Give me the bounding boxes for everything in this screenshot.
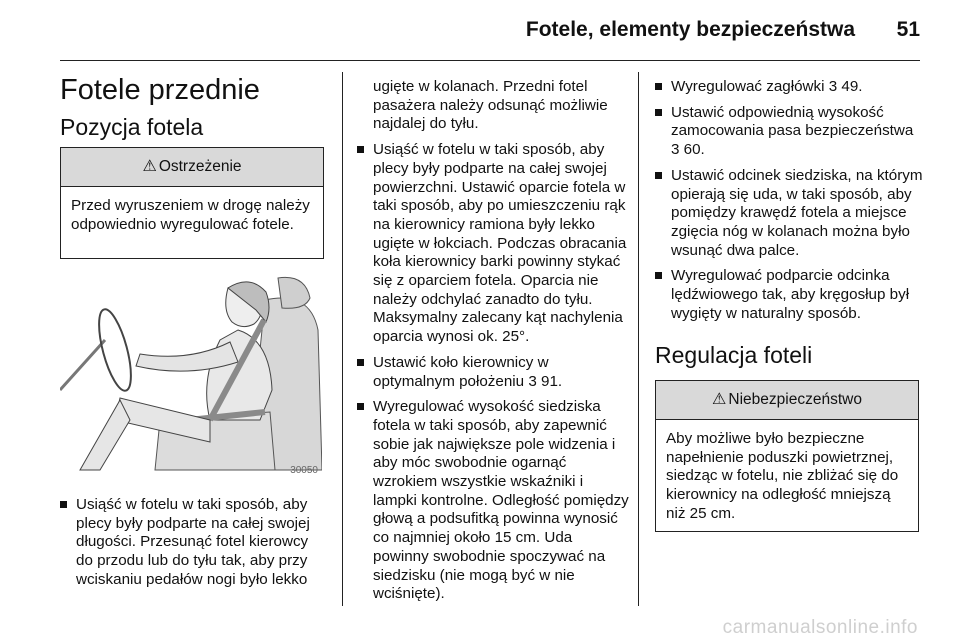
list-item-text: Ustawić odcinek siedziska, na którym opierają się uda, w taki sposób, aby pomiędzy krawędź fotela a miejsce zgięcia nóg w kolanach można było wsunąć dwa palce.: [671, 166, 923, 259]
subsection-heading: Pozycja fotela: [60, 114, 204, 140]
list-item: [655, 267, 923, 323]
section-heading: Fotele przednie: [60, 74, 260, 106]
bullet-square-icon: [357, 403, 364, 410]
warning-text: Przed wyruszeniem w drogę należy odpowiednio wyregulować fotele.: [71, 197, 310, 233]
bullet-square-icon: [60, 501, 67, 508]
column-1-text: [60, 496, 324, 597]
bullet-square-icon: [655, 109, 662, 116]
danger-title: Niebezpieczeństwo: [728, 391, 862, 408]
driver-seated-illustration: [60, 270, 322, 478]
danger-box-header: [656, 381, 918, 420]
warning-title: Ostrzeżenie: [158, 158, 242, 175]
column-2-text: [357, 78, 629, 611]
column-divider-1: [342, 72, 343, 606]
danger-box: [655, 380, 919, 532]
list-item-text[interactable]: Wyregulować zagłówki 3 49.: [671, 78, 863, 95]
bullet-square-icon: [655, 83, 662, 90]
continued-text: ugięte w kolanach. Przedni fotel pasażera należy odsunąć możliwie najdalej do tyłu.: [373, 78, 608, 133]
danger-text: Aby możliwe było bezpieczne napełnienie poduszki powietrznej, siedząc w fotelu, nie zbliżać się do kierownicy na odległość mniejszą niż 25 cm.: [666, 430, 899, 522]
warning-icon: ⚠: [712, 391, 727, 408]
warning-icon: ⚠: [142, 158, 157, 175]
warning-box-header: [61, 148, 323, 187]
list-item: [655, 167, 923, 261]
list-item: [60, 496, 324, 590]
page-header-title: Fotele, elementy bezpieczeństwa: [525, 18, 855, 41]
list-item: [655, 104, 923, 160]
list-item: [357, 398, 629, 604]
figure-number: 30050: [290, 465, 318, 476]
list-item: [357, 354, 629, 391]
list-item-text[interactable]: Ustawić koło kierownicy w optymalnym położeniu 3 91.: [373, 353, 563, 390]
list-item-text: Usiąść w fotelu w taki sposób, aby plecy były podparte na całej swojej długości. Przesunąć fotel kierowcy do przodu lub do tyłu tak, aby przy wciskaniu pedałów nogi było lekko: [76, 496, 310, 588]
bullet-square-icon: [357, 359, 364, 366]
page-number: 51: [896, 18, 920, 41]
list-item-text: Wyregulować wysokość siedziska fotela w taki sposób, aby zapewnić sobie jak największe pole widzenia i aby móc swobodnie ogarnąć wzrokiem wszystkie wskaźniki i lampki kontrolne. Odległość pomiędzy głową a podsufitką powinna wynosić co najmniej około 15 cm. Uda powinny swobodnie spoczywać na siedzisku (nie mogą być w nie wciśnięte).: [373, 398, 629, 603]
list-item: [655, 78, 923, 97]
column-divider-2: [638, 72, 639, 606]
seat-position-illustration: [60, 270, 322, 478]
list-item-text: Usiąść w fotelu w taki sposób, aby plecy były podparte na całej swojej powierzchni. Ustawić oparcie fotela w taki sposób, aby po umieszczeniu rąk na kierownicy ramiona były lekko ugięte w łokciach. Podczas obracania koła kierownicy barki powinny stykać się z oparciem fotela. Oparcia nie należy odchylać zanadto do tyłu. Maksymalny zalecany kąt nachylenia oparcia wynosi ok. 25°.: [373, 141, 627, 346]
list-item: [357, 141, 629, 347]
bullet-square-icon: [357, 146, 364, 153]
bullet-square-icon: [655, 172, 662, 179]
column-3-text: [655, 78, 923, 330]
warning-box: [60, 147, 324, 259]
watermark: carmanualsonline.info: [722, 617, 918, 638]
bullet-square-icon: [655, 272, 662, 279]
header-rule: [60, 60, 920, 61]
list-item-text[interactable]: Ustawić odpowiednią wysokość zamocowania pasa bezpieczeństwa 3 60.: [671, 103, 914, 159]
subsection-heading-2: Regulacja foteli: [655, 342, 813, 368]
list-item-text: Wyregulować podparcie odcinka lędźwiowego tak, aby kręgosłup był wygięty w naturalny sposób.: [671, 267, 910, 322]
